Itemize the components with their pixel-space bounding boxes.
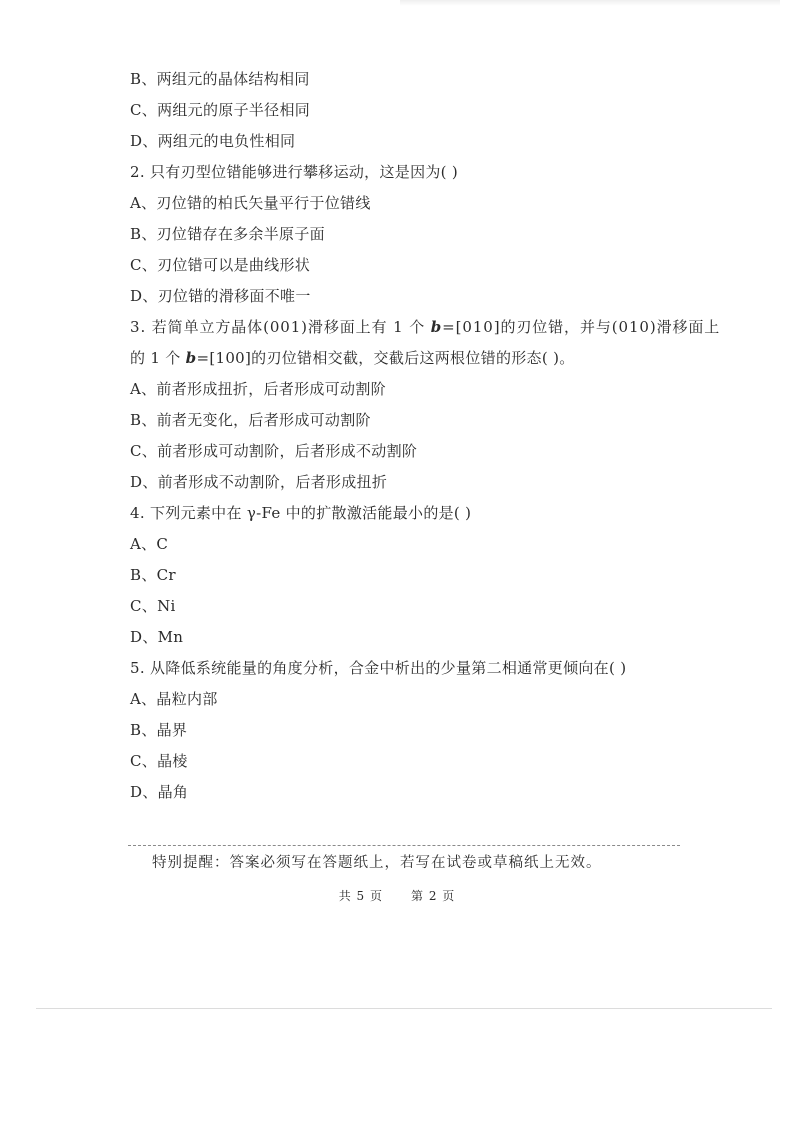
question-content: [130, 64, 721, 808]
footer-reminder: 特别提醒：答案必须写在答题纸上，若写在试卷或草稿纸上无效。: [152, 855, 602, 871]
burgers-vector-symbol: b: [430, 318, 443, 336]
q2-option-a: A、刃位错的柏氏矢量平行于位错线: [130, 194, 371, 212]
q2-option-c: C、刃位错可以是曲线形状: [130, 256, 311, 274]
burgers-vector-symbol: b: [185, 349, 197, 367]
q3-stem-line-2: [130, 343, 690, 374]
q3-option-b: B、前者无变化，后者形成可动割阶: [130, 411, 371, 429]
q1-option-b: B、两组元的晶体结构相同: [130, 70, 310, 88]
q4-option-c: C、Ni: [130, 597, 176, 615]
footer-divider: [128, 845, 680, 846]
q4-option-a: A、C: [130, 535, 169, 553]
scan-edge-line: [36, 1008, 772, 1009]
q3-stem-text: =[100]的刃位错相交截，交截后这两根位错的形态( )。: [196, 349, 575, 367]
q5-option-a: A、晶粒内部: [130, 690, 218, 708]
q2-option-d: D、刃位错的滑移面不唯一: [130, 287, 311, 305]
q5-option-b: B、晶界: [130, 721, 188, 739]
total-pages: 共 5 页: [338, 889, 383, 903]
q4-option-d: D、Mn: [130, 628, 184, 646]
q3-stem-line-1: [130, 312, 721, 343]
q4-stem: 4. 下列元素中在 γ-Fe 中的扩散激活能最小的是( ): [130, 504, 472, 522]
q4-option-b: B、Cr: [130, 566, 176, 584]
q1-option-c: C、两组元的原子半径相同: [130, 101, 311, 119]
q5-option-d: D、晶角: [130, 783, 189, 801]
current-page: 第 2 页: [411, 889, 456, 903]
q2-option-b: B、刃位错存在多余半原子面: [130, 225, 325, 243]
q1-option-d: D、两组元的电负性相同: [130, 132, 296, 150]
q5-stem: 5. 从降低系统能量的角度分析，合金中析出的少量第二相通常更倾向在( ): [130, 659, 627, 677]
scan-artifact: [400, 0, 780, 6]
q3-option-a: A、前者形成扭折，后者形成可动割阶: [130, 380, 386, 398]
q2-stem: 2. 只有刃型位错能够进行攀移运动，这是因为( ): [130, 163, 459, 181]
q3-option-d: D、前者形成不动割阶，后者形成扭折: [130, 473, 388, 491]
q3-stem-text: 的 1 个: [130, 349, 186, 367]
q3-stem-text: 3. 若简单立方晶体(001)滑移面上有 1 个: [130, 318, 431, 336]
q3-stem-text: =[010]的刃位错，并与(010)滑移面上: [442, 318, 721, 336]
q3-option-c: C、前者形成可动割阶，后者形成不动割阶: [130, 442, 418, 460]
page-counter: [0, 887, 794, 904]
q5-option-c: C、晶棱: [130, 752, 188, 770]
